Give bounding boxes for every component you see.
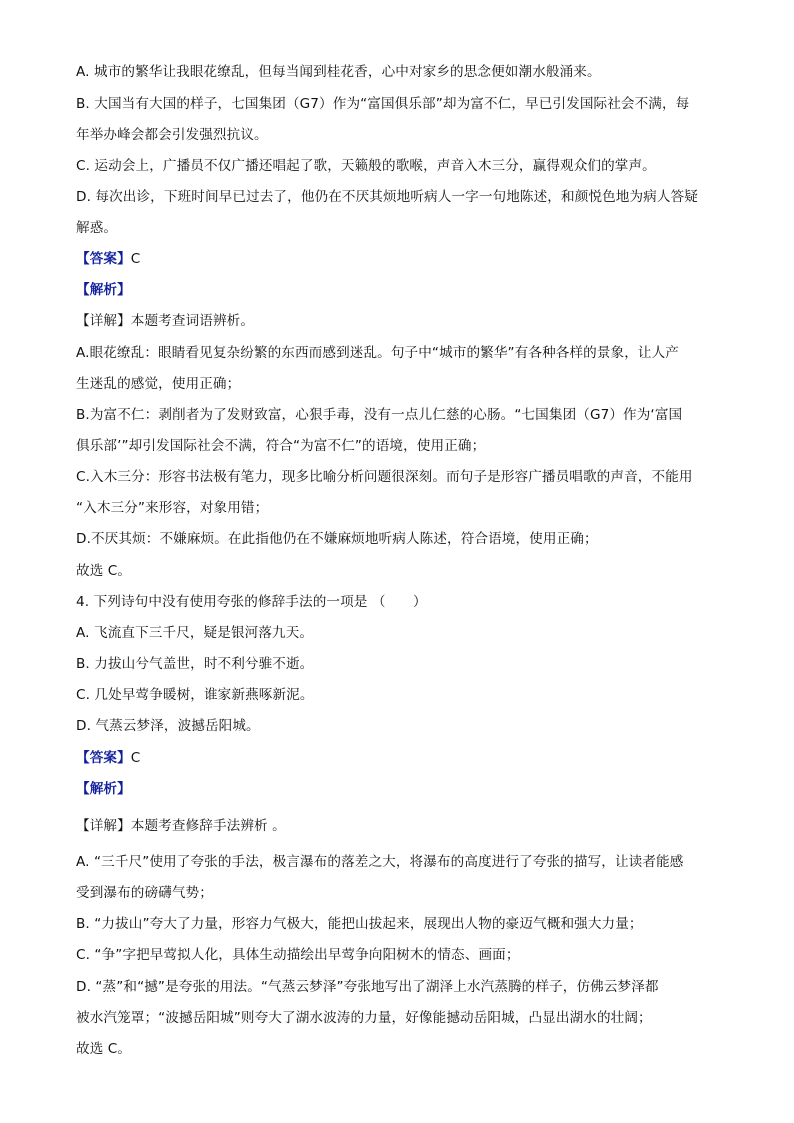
q4-option-d: D. 气蒸云梦泽，波撼岳阳城。: [76, 718, 260, 734]
detail-label: 【详解】: [76, 818, 131, 834]
q3-option-a: A. 城市的繁华让我眼花缭乱，但每当闻到桂花香，心中对家乡的思念便如潮水般涌来。: [76, 64, 601, 80]
answer-label: 【答案】: [76, 251, 131, 267]
q3-explanation-line: A.眼花缭乱：眼睛看见复杂纷繁的东西而感到迷乱。句子中“城市的繁华”有各种各样的景象，让人产: [76, 345, 680, 361]
q3-option-b-line2: 年举办峰会都会引发强烈抗议。: [76, 127, 268, 143]
q4-option-c: C. 几处早莺争暖树，谁家新燕啄新泥。: [76, 687, 314, 703]
analysis-label: 【解析】: [76, 781, 131, 797]
q3-option-b-line1: B. 大国当有大国的样子，七国集团（G7）作为“富国俱乐部”却为富不仁，早已引发国际社会不满，每: [76, 96, 690, 112]
q4-explanation-line: C. “争”字把早莺拟人化，具体生动描绘出早莺争向阳树木的情态、画面；: [76, 947, 520, 963]
q3-explanation-line: D.不厌其烦：不嫌麻烦。在此指他仍在不嫌麻烦地听病人陈述，符合语境，使用正确；: [76, 531, 598, 547]
q4-detail: [76, 816, 726, 836]
q3-option-d-line1: D. 每次出诊，下班时间早已过去了，他仍在不厌其烦地听病人一字一句地陈述，和颜悦色地为病人答疑: [76, 189, 698, 205]
q4-conclusion: 故选 C。: [76, 1041, 132, 1057]
q3-detail: [76, 311, 726, 331]
q4-stem: 4. 下列诗句中没有使用夸张的修辞手法的一项是 （ ）: [76, 594, 427, 610]
answer-label: 【答案】: [76, 750, 131, 766]
q4-explanation-line: 被水汽笼罩；“波撼岳阳城”则夸大了湖水波涛的力量，好像能撼动岳阳城，凸显出湖水的壮阔；: [76, 1010, 652, 1026]
q3-option-d-line2: 解惑。: [76, 220, 118, 236]
q3-explanation-line: “入木三分”来形容，对象用错；: [76, 500, 269, 516]
answer-value: C: [130, 251, 141, 267]
answer-value: C: [130, 750, 141, 766]
q4-explanation-line: A. “三千尺”使用了夸张的手法，极言瀑布的落差之大，将瀑布的高度进行了夸张的描写，让读者能感: [76, 854, 684, 870]
q4-analysis: [76, 779, 726, 799]
q4-answer: [76, 748, 726, 768]
q3-analysis: [76, 280, 726, 300]
q3-explanation-line: 生迷乱的感觉，使用正确；: [76, 376, 241, 392]
q3-option-c: C. 运动会上，广播员不仅广播还唱起了歌，天籁般的歌喉，声音入木三分，赢得观众们的掌声。: [76, 158, 656, 174]
q4-explanation-line: 受到瀑布的磅礴气势；: [76, 885, 213, 901]
q3-explanation-line: B.为富不仁：剥削者为了发财致富，心狠手毒，没有一点儿仁慈的心肠。“七国集团（G7）作为‘富国: [76, 407, 683, 423]
detail-intro: 本题考查修辞手法辨析 。: [130, 818, 286, 834]
q3-answer: [76, 249, 726, 269]
analysis-label: 【解析】: [76, 282, 131, 298]
q4-explanation-line: B. “力拔山”夸大了力量，形容力气极大，能把山拔起来，展现出人物的豪迈气概和强大力量；: [76, 916, 643, 932]
detail-intro: 本题考查词语辨析。: [130, 313, 255, 329]
q4-option-a: A. 飞流直下三千尺，疑是银河落九天。: [76, 625, 314, 641]
detail-label: 【详解】: [76, 313, 131, 329]
q3-explanation-line: C.入木三分：形容书法极有笔力，现多比喻分析问题很深刻。而句子是形容广播员唱歌的声音，不能用: [76, 469, 693, 485]
q4-explanation-line: D. “蒸”和“撼”是夸张的用法。“气蒸云梦泽”夸张地写出了湖泽上水汽蒸腾的样子，仿佛云梦泽都: [76, 979, 659, 995]
q3-conclusion: 故选 C。: [76, 563, 132, 579]
q4-option-b: B. 力拔山兮气盖世，时不利兮骓不逝。: [76, 656, 314, 672]
q3-explanation-line: 俱乐部’”却引发国际社会不满，符合“为富不仁”的语境，使用正确；: [76, 438, 486, 454]
